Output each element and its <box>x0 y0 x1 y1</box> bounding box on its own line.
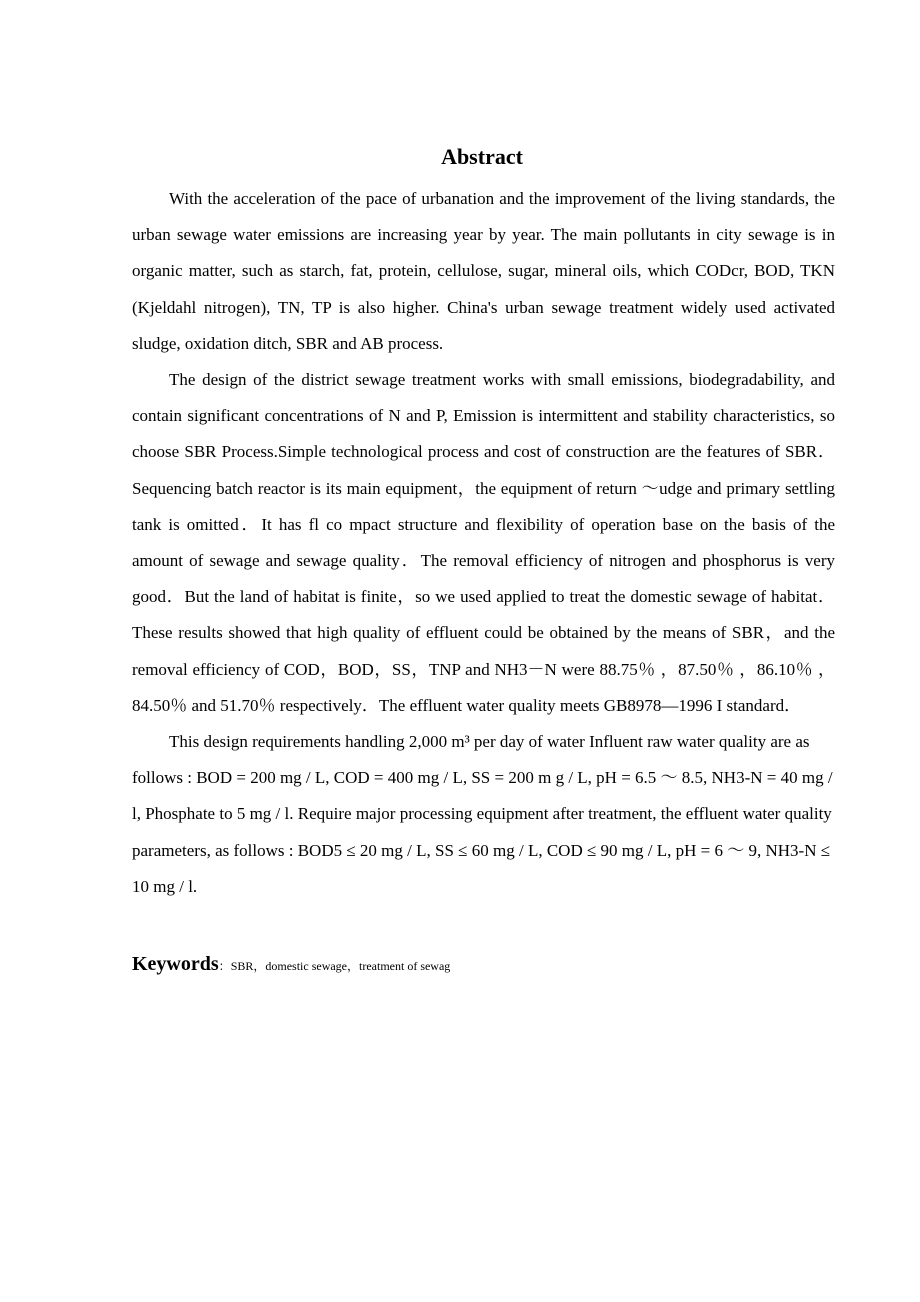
abstract-paragraph-3: This design requirements handling 2,000 m³ per day of water Influent raw water quality are as follows : BOD = 200 mg / L, COD = 400 mg / L, SS = 200 m g / L, pH = 6.5 ～ 8.5, NH3-N = 40 mg / l, Phosphate to 5 mg / l. Require major processing equipment after treatment, the effluent water quality parameters, as follows : BOD5 ≤ 20 mg / L, SS ≤ 60 mg / L, COD ≤ 90 mg / L, pH = 6 ～ 9, NH3-N ≤ 10 mg / l. <box>132 732 833 896</box>
keywords-line <box>132 950 450 980</box>
keywords-value: SBR，domestic sewage，treatment of sewag <box>230 959 451 973</box>
keywords-label: Keywords <box>132 953 219 975</box>
keywords-separator: ： <box>218 959 231 973</box>
abstract-body <box>132 181 835 905</box>
abstract-paragraph-1: With the acceleration of the pace of urbanation and the improvement of the living standards, the urban sewage water emissions are increasing year by year. The main pollutants in city sewage is in organic matter, such as starch, fat, protein, cellulose, sugar, mineral oils, which CODcr, BOD, TKN (Kjeldahl nitrogen), TN, TP is also higher. China's urban sewage treatment widely used activated sludge, oxidation ditch, SBR and AB process. <box>132 189 835 353</box>
abstract-paragraph-2: The design of the district sewage treatment works with small emissions, biodegradability, and contain significant concentrations of N and P, Emission is intermittent and stability characteristics, so choose SBR Process.Simple technological process and cost of construction are the features of SBR．Sequencing batch reactor is its main equipment，the equipment of return ～udge and primary settling tank is omitted．It has fl co mpact structure and flexibility of operation base on the basis of the amount of sewage and sewage quality．The removal efficiency of nitrogen and phosphorus is very good．But the land of habitat is finite，so we used applied to treat the domestic sewage of habitat．These results showed that high quality of effluent could be obtained by the means of SBR，and the removal efficiency of COD，BOD，SS，TNP and NH3－N were 88.75％ ，87.50％ ，86.10％ ，84.50％ and 51.70％ respectively．The effluent water quality meets GB8978—1996 I standard． <box>132 370 835 715</box>
abstract-title: Abstract <box>441 144 523 169</box>
